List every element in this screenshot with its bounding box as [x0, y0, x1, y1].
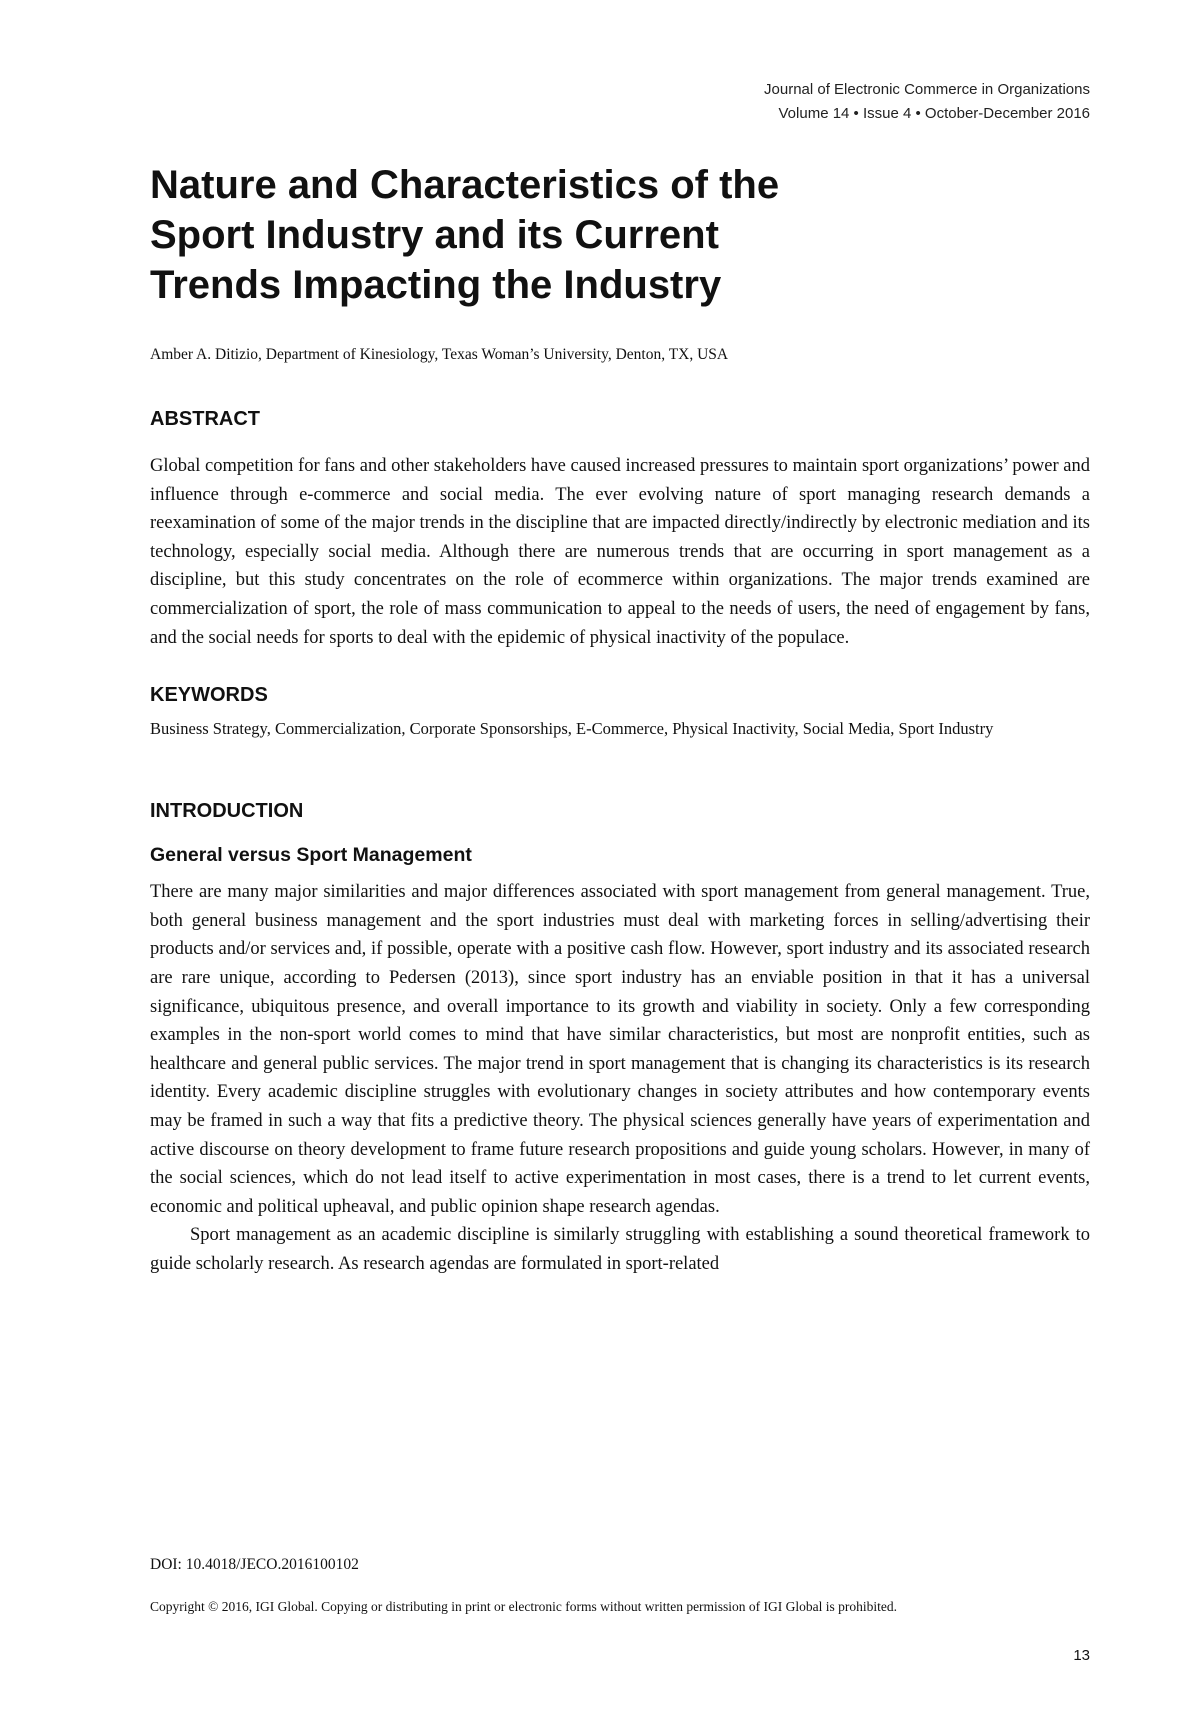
- journal-issue: Volume 14 • Issue 4 • October-December 2016: [778, 105, 1090, 122]
- body-paragraph: Sport management as an academic discipline is similarly struggling with establishing a sound theoretical framework to guide scholarly research. As research agendas are formulated in sport-related: [150, 1225, 1090, 1274]
- abstract-text: Global competition for fans and other stakeholders have caused increased pressures to maintain sport organizations’ power and influence through e-commerce and social media. The ever evolving nature of sport managing research demands a reexamination of some of the major trends in the discipline that are impacted directly/indirectly by electronic mediation and its technology, especially social media. Although there are numerous trends that are occurring in sport management as a discipline, but this study concentrates on the role of ecommerce within organizations. The major trends examined are commercialization of sport, the role of mass communication to appeal to the needs of users, the need of engagement by fans, and the social needs for sports to deal with the epidemic of physical inactivity of the populace.: [150, 456, 1090, 648]
- title-line: Sport Industry and its Current: [150, 213, 719, 257]
- doi: DOI: 10.4018/JECO.2016100102: [150, 1556, 359, 1573]
- title-line: Nature and Characteristics of the: [150, 163, 780, 207]
- copyright-notice: Copyright © 2016, IGI Global. Copying or distributing in print or electronic forms without written permission of IGI Global is prohibited.: [150, 1599, 898, 1614]
- article-body: [150, 160, 1090, 1278]
- author-affiliation: Amber A. Ditizio, Department of Kinesiology, Texas Woman’s University, Denton, TX, USA: [150, 346, 729, 363]
- abstract-heading: ABSTRACT: [150, 408, 260, 430]
- journal-name: Journal of Electronic Commerce in Organizations: [764, 81, 1090, 98]
- keywords-heading: KEYWORDS: [150, 684, 268, 707]
- title-line: Trends Impacting the Industry: [150, 263, 722, 307]
- journal-header: [764, 78, 1090, 126]
- keywords-text: Business Strategy, Commercialization, Corporate Sponsorships, E-Commerce, Physical Inactivity, Social Media, Sport Industry: [150, 719, 994, 739]
- article-title: [150, 160, 1090, 310]
- introduction-heading: INTRODUCTION: [150, 800, 304, 823]
- page-number: 13: [1073, 1647, 1090, 1664]
- body-paragraph: There are many major similarities and major differences associated with sport management from general management. True, both general business management and the sport industries must deal with marketing forces in selling/advertising their products and/or services and, if possible, operate with a positive cash flow. However, sport industry and its associated research are rare unique, according to Pedersen (2013), since sport industry has an enviable position in that it has a universal significance, ubiquitous presence, and overall importance to its growth and viability in society. Only a few corresponding examples in the non-sport world comes to mind that have similar characteristics, but most are nonprofit entities, such as healthcare and general public services. The major trend in sport management that is changing its characteristics is its research identity. Every academic discipline struggles with evolutionary changes in society attributes and how contemporary events may be framed in such a way that fits a predictive theory. The physical sciences generally have years of experimentation and active discourse on theory development to frame future research propositions and guide young scholars. However, in many of the social sciences, which do not lead itself to active experimentation in most cases, there is a trend to let current events, economic and political upheaval, and public opinion shape research agendas.: [150, 882, 1090, 1217]
- subsection-heading: General versus Sport Management: [150, 844, 472, 867]
